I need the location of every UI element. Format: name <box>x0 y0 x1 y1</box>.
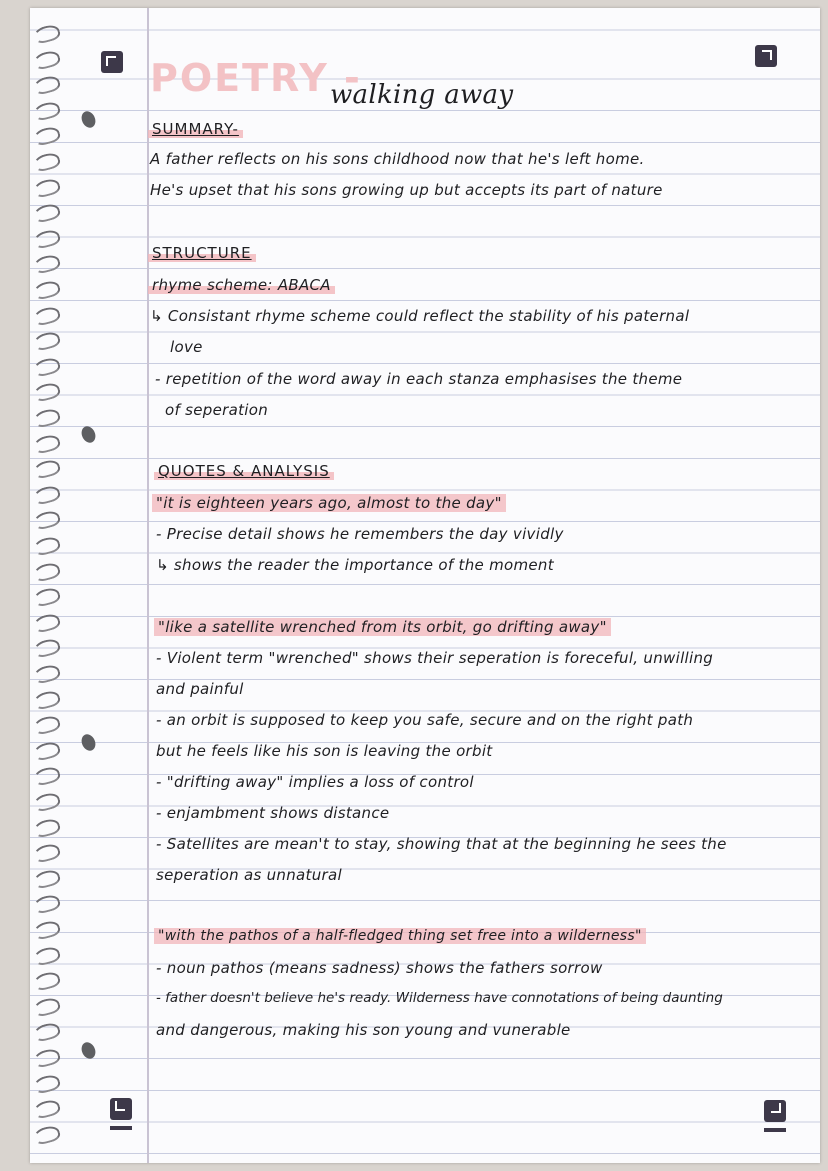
quote-2-note: - Satellites are mean't to stay, showing that at the beginning he sees the <box>156 835 727 853</box>
quote-3: "with the pathos of a half-fledged thing set free into a wilderness" <box>154 928 646 944</box>
punch-hole <box>79 732 98 753</box>
spiral-coil <box>32 1047 61 1069</box>
corner-dash <box>764 1128 786 1132</box>
summary-heading: SUMMARY- <box>148 120 243 138</box>
quote-2-note: - Violent term "wrenched" shows their seperation is foreceful, unwilling <box>156 649 714 667</box>
quote-3-note: - noun pathos (means sadness) shows the fathers sorrow <box>156 959 603 977</box>
spiral-coil <box>32 1073 61 1095</box>
spiral-coil <box>32 740 61 762</box>
corner-mark-icon <box>101 51 123 73</box>
punch-hole <box>79 424 98 445</box>
spiral-coil <box>32 919 61 941</box>
spiral-coil <box>32 714 61 736</box>
corner-mark-icon <box>755 45 777 67</box>
spiral-coil <box>32 433 61 455</box>
rhyme-scheme: rhyme scheme: ABACA <box>148 276 335 294</box>
quote-2-note: - "drifting away" implies a loss of control <box>156 773 474 791</box>
punch-hole <box>79 109 98 130</box>
spiral-coil <box>32 868 61 890</box>
notebook-page <box>30 8 820 1163</box>
punch-hole <box>79 1040 98 1061</box>
spiral-coil <box>32 663 61 685</box>
quote-2-note: seperation as unnatural <box>156 866 342 884</box>
spiral-coil <box>32 765 61 787</box>
spiral-coil <box>32 637 61 659</box>
spiral-coil <box>32 893 61 915</box>
structure-line: of seperation <box>165 401 269 419</box>
structure-line: love <box>170 338 203 356</box>
quote-1: "it is eighteen years ago, almost to the day" <box>152 494 506 512</box>
quote-3-note: and dangerous, making his son young and vunerable <box>156 1021 571 1039</box>
spiral-coil <box>32 842 61 864</box>
quote-1-note: ↳ shows the reader the importance of the moment <box>156 556 554 574</box>
page-subtitle: walking away <box>330 80 514 110</box>
spiral-coil <box>32 228 61 250</box>
corner-mark-icon <box>110 1098 132 1120</box>
spiral-coil <box>32 535 61 557</box>
spiral-coil <box>32 996 61 1018</box>
quote-1-note: - Precise detail shows he remembers the day vividly <box>156 525 564 543</box>
summary-line: A father reflects on his sons childhood now that he's left home. <box>150 150 645 168</box>
spiral-coil <box>32 970 61 992</box>
spiral-coil <box>32 381 61 403</box>
page-title: POETRY - <box>150 56 362 100</box>
spiral-coil <box>32 330 61 352</box>
spiral-coil <box>32 945 61 967</box>
spiral-coil <box>32 177 61 199</box>
margin-line <box>147 8 149 1163</box>
quote-2-note: - enjambment shows distance <box>156 804 390 822</box>
spiral-coil <box>32 612 61 634</box>
spiral-coil <box>32 484 61 506</box>
spiral-coil <box>32 23 61 45</box>
spiral-coil <box>32 791 61 813</box>
spiral-coil <box>32 49 61 71</box>
spiral-coil <box>32 356 61 378</box>
spiral-coil <box>32 689 61 711</box>
quote-3-note: - father doesn't believe he's ready. Wilderness have connotations of being daunting <box>156 990 723 1006</box>
quote-2-note: and painful <box>156 680 244 698</box>
corner-mark-icon <box>764 1100 786 1122</box>
spiral-coil <box>32 458 61 480</box>
spiral-coil <box>32 586 61 608</box>
spiral-coil <box>32 279 61 301</box>
spiral-coil <box>32 74 61 96</box>
spiral-coil <box>32 1124 61 1146</box>
structure-line: ↳ Consistant rhyme scheme could reflect the stability of his paternal <box>150 307 690 325</box>
spiral-coil <box>32 151 61 173</box>
quotes-heading: QUOTES & ANALYSIS <box>154 462 334 480</box>
spiral-coil <box>32 305 61 327</box>
summary-line: He's upset that his sons growing up but accepts its part of nature <box>150 181 663 199</box>
spiral-coil <box>32 253 61 275</box>
spiral-coil <box>32 817 61 839</box>
spiral-coil <box>32 100 61 122</box>
spiral-coil <box>32 202 61 224</box>
structure-heading: STRUCTURE <box>148 244 256 262</box>
structure-line: - repetition of the word away in each stanza emphasises the theme <box>155 370 683 388</box>
spiral-coil <box>32 1098 61 1120</box>
spiral-coil <box>32 125 61 147</box>
spiral-coil <box>32 407 61 429</box>
quote-2-note: - an orbit is supposed to keep you safe, secure and on the right path <box>156 711 694 729</box>
spiral-binding <box>30 26 60 1156</box>
spiral-coil <box>32 1021 61 1043</box>
corner-dash <box>110 1126 132 1130</box>
spiral-coil <box>32 561 61 583</box>
spiral-coil <box>32 509 61 531</box>
quote-2: "like a satellite wrenched from its orbit, go drifting away" <box>154 618 611 636</box>
quote-2-note: but he feels like his son is leaving the orbit <box>156 742 493 760</box>
